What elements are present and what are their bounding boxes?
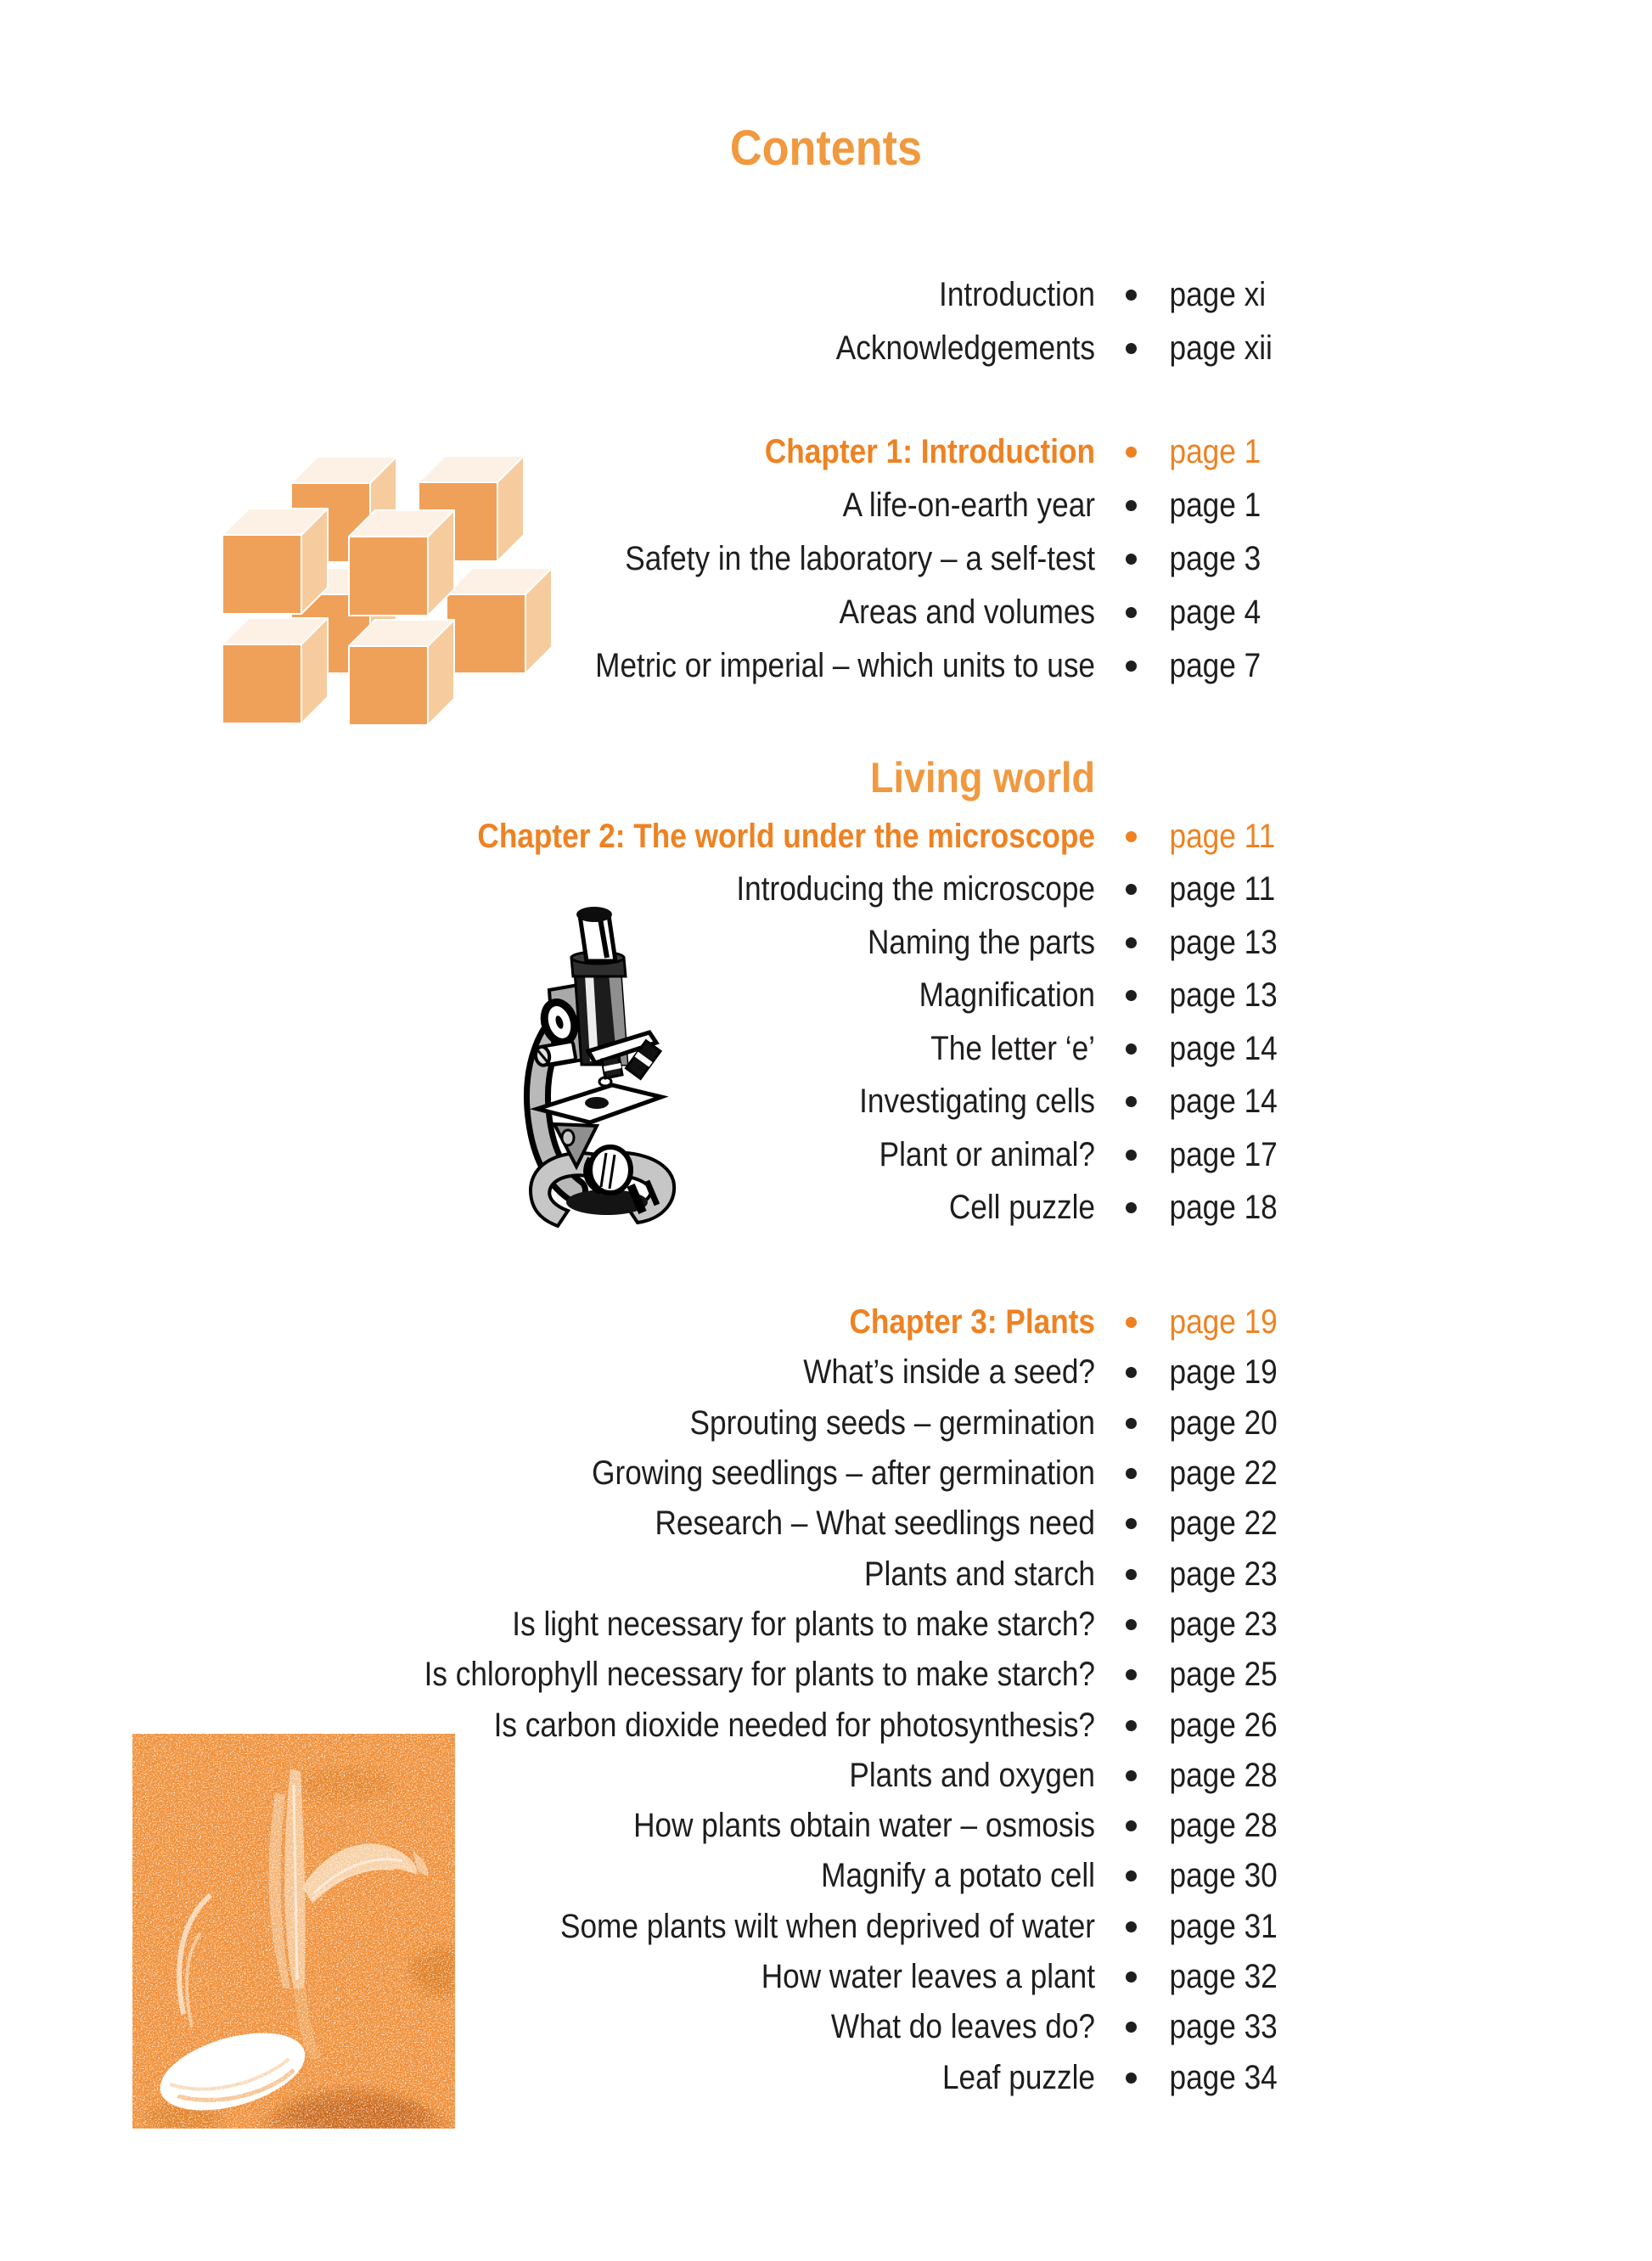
bullet-icon: [1126, 554, 1137, 565]
toc-label: Plants and oxygen: [849, 1756, 1095, 1794]
toc-section-ch1: [119, 425, 1345, 693]
toc-row: [119, 479, 1345, 532]
bullet-icon: [1126, 1202, 1137, 1213]
toc-label: Cell puzzle: [948, 1189, 1095, 1227]
section-heading: Living world: [870, 754, 1095, 801]
toc-row: [119, 970, 1345, 1023]
toc-page: page 28: [1169, 1807, 1278, 1845]
toc-label: Chapter 3: Plants: [849, 1303, 1095, 1341]
toc-page: page 14: [1169, 1083, 1278, 1121]
bullet-icon: [1126, 2022, 1137, 2033]
toc-label: Metric or imperial – which units to use: [595, 647, 1095, 684]
toc-row: [119, 1347, 1345, 1398]
toc-page: page 23: [1169, 1605, 1278, 1643]
toc-label: Is carbon dioxide needed for photosynthesis?: [493, 1706, 1095, 1744]
toc-label: The letter ‘e’: [930, 1029, 1095, 1067]
toc-row: [119, 639, 1345, 693]
toc-row: [119, 1398, 1345, 1448]
toc-label: Naming the parts: [867, 923, 1095, 961]
bullet-icon: [1126, 1317, 1137, 1328]
bullet-icon: [1126, 937, 1137, 948]
bullet-icon: [1126, 1367, 1137, 1378]
toc-row: [119, 532, 1345, 586]
toc-label: Magnification: [919, 976, 1095, 1015]
toc-row: [119, 916, 1345, 970]
toc-row: [119, 1076, 1345, 1129]
toc-page: page 4: [1169, 593, 1261, 631]
toc-label: Acknowledgements: [835, 329, 1095, 367]
toc-page: page 1: [1169, 487, 1261, 524]
toc-label: What’s inside a seed?: [803, 1353, 1095, 1392]
toc-label: Safety in the laboratory – a self-test: [625, 540, 1095, 577]
bullet-icon: [1126, 1720, 1137, 1731]
bullet-icon: [1126, 1669, 1137, 1680]
bullet-icon: [1126, 1150, 1137, 1161]
bullet-icon: [1126, 1043, 1137, 1055]
bullet-icon: [1126, 500, 1137, 511]
toc-page: page 26: [1169, 1706, 1278, 1744]
bullet-icon: [1126, 1518, 1137, 1529]
toc-row: [119, 1851, 1345, 1901]
toc-page: page 31: [1169, 1907, 1278, 1945]
bullet-icon: [1126, 1870, 1137, 1881]
toc-label: Is chlorophyll necessary for plants to make starch?: [424, 1656, 1096, 1694]
bullet-icon: [1126, 1921, 1137, 1932]
bullet-icon: [1126, 661, 1137, 672]
toc-label: A life-on-earth year: [842, 487, 1095, 524]
toc-label: Sprouting seeds – germination: [689, 1403, 1095, 1442]
toc-label: Magnify a potato cell: [821, 1857, 1095, 1895]
toc-page: page 7: [1169, 647, 1261, 684]
bullet-icon: [1126, 990, 1137, 1001]
toc-label: Research – What seedlings need: [655, 1505, 1095, 1543]
bullet-icon: [1126, 831, 1137, 842]
toc-row: [119, 2002, 1345, 2052]
bullet-icon: [1126, 1971, 1137, 1983]
toc-row: [119, 425, 1345, 479]
toc-row: [119, 2052, 1345, 2102]
bullet-icon: [1126, 1096, 1137, 1107]
bullet-icon: [1126, 447, 1137, 458]
toc-page: page 18: [1169, 1189, 1278, 1227]
toc-page: page 14: [1169, 1029, 1278, 1067]
bullet-icon: [1126, 1820, 1137, 1831]
toc-row: [119, 1448, 1345, 1499]
bullet-icon: [1126, 1619, 1137, 1630]
toc-row: [119, 1751, 1345, 1801]
toc-page: page 32: [1169, 1958, 1278, 1995]
toc-page: page 13: [1169, 976, 1278, 1015]
toc-row: [119, 1499, 1345, 1549]
toc-section-front: [119, 268, 1345, 375]
toc-row: [119, 1128, 1345, 1182]
toc-row: [119, 1801, 1345, 1851]
toc-row: [119, 1700, 1345, 1750]
bullet-icon: [1126, 343, 1137, 354]
toc-label: Plants and starch: [864, 1555, 1095, 1593]
toc-label: Plant or animal?: [879, 1135, 1095, 1173]
toc-page: page xi: [1169, 276, 1267, 313]
toc-label: Investigating cells: [859, 1083, 1095, 1121]
toc-row: [119, 1952, 1345, 2002]
toc-page: page 3: [1169, 540, 1261, 577]
toc-label: Chapter 2: The world under the microscope: [477, 817, 1095, 855]
toc: [119, 268, 1345, 2103]
toc-label: Growing seedlings – after germination: [592, 1454, 1095, 1493]
bullet-icon: [1126, 2073, 1137, 2084]
toc-label: Leaf puzzle: [941, 2058, 1095, 2096]
toc-label: Introducing the microscope: [736, 870, 1095, 908]
toc-page: page 1: [1169, 433, 1261, 470]
toc-row: [119, 1600, 1345, 1650]
toc-label: Some plants wilt when deprived of water: [559, 1907, 1095, 1945]
toc-label: What do leaves do?: [830, 2008, 1095, 2046]
toc-page: page 19: [1169, 1303, 1278, 1341]
toc-label: How plants obtain water – osmosis: [633, 1807, 1095, 1845]
toc-row: [119, 1182, 1345, 1235]
toc-row: [119, 586, 1345, 639]
toc-row: [119, 1549, 1345, 1599]
bullet-icon: [1126, 884, 1137, 895]
toc-row: [119, 1297, 1345, 1347]
bullet-icon: [1126, 1770, 1137, 1781]
toc-page: page 33: [1169, 2008, 1278, 2046]
toc-page: page 11: [1169, 870, 1276, 908]
toc-section-ch3: [119, 1297, 1345, 2103]
toc-page: page 19: [1169, 1353, 1278, 1392]
toc-page: page 20: [1169, 1403, 1278, 1442]
bullet-icon: [1126, 290, 1137, 301]
toc-row: [119, 863, 1345, 917]
toc-label: How water leaves a plant: [761, 1958, 1095, 1995]
toc-label: Chapter 1: Introduction: [764, 433, 1095, 470]
bullet-icon: [1126, 1468, 1137, 1479]
toc-section-living: [119, 742, 1345, 1235]
toc-page: page 22: [1169, 1505, 1278, 1543]
bullet-icon: [1126, 607, 1137, 618]
toc-page: page 30: [1169, 1857, 1278, 1895]
toc-page: page 23: [1169, 1555, 1278, 1593]
toc-page: page 34: [1169, 2058, 1278, 2096]
toc-page: page 13: [1169, 923, 1278, 961]
toc-row: [119, 1022, 1345, 1076]
toc-page: page xii: [1169, 329, 1273, 367]
toc-row: [119, 1650, 1345, 1700]
toc-page: page 17: [1169, 1135, 1278, 1173]
toc-page: page 25: [1169, 1656, 1278, 1694]
toc-label: Introduction: [939, 276, 1095, 313]
toc-row: [119, 268, 1345, 322]
toc-label: Areas and volumes: [839, 593, 1095, 631]
toc-page: page 28: [1169, 1756, 1278, 1794]
bullet-icon: [1126, 1569, 1137, 1580]
toc-row: [119, 810, 1345, 863]
toc-page: page 11: [1169, 817, 1276, 855]
bullet-icon: [1126, 1418, 1137, 1429]
toc-row: [119, 322, 1345, 375]
page-title: Contents: [729, 121, 923, 176]
toc-label: Is light necessary for plants to make starch?: [512, 1605, 1095, 1643]
toc-row: [119, 1902, 1345, 1952]
toc-page: page 22: [1169, 1454, 1278, 1493]
